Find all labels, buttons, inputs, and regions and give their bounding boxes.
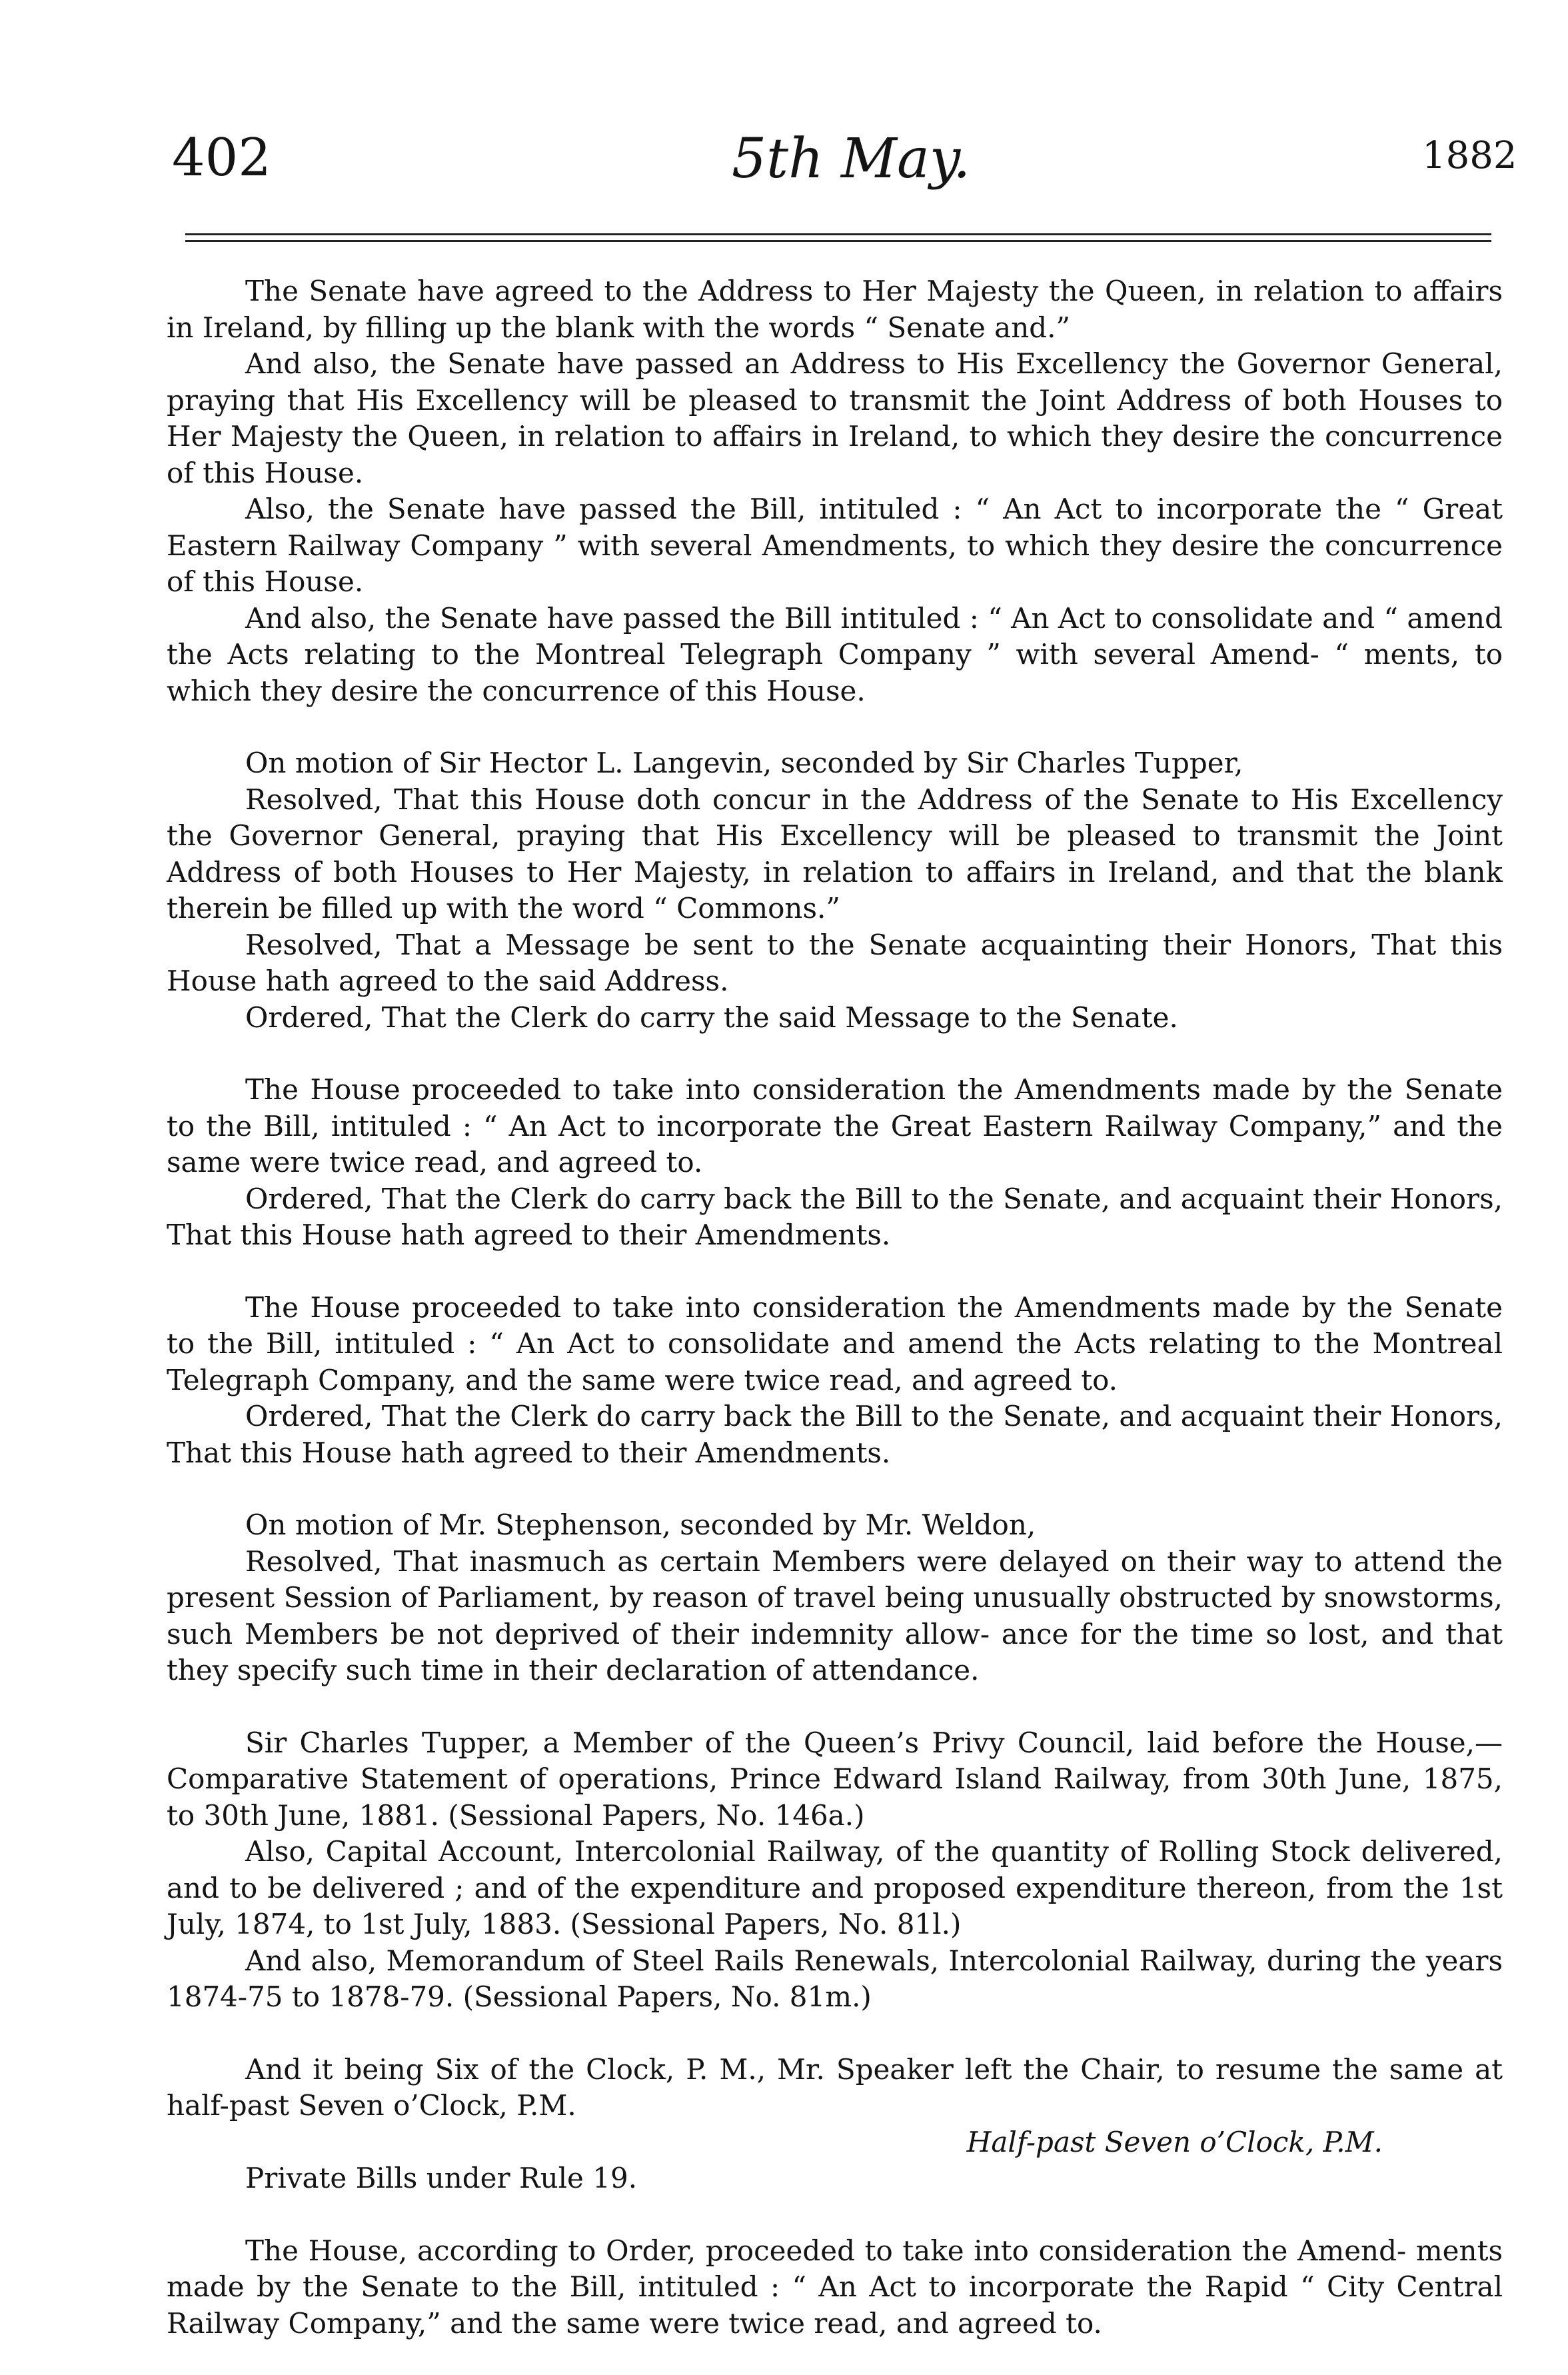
paragraph: Also, the Senate have passed the Bill, intituled : “ An Act to incorporate the “ Great Eastern Railway Company ” with several Amendments, to which they desire the concurrence of this House. [167,493,1503,598]
paragraph: And also, the Senate have passed the Bill intituled : “ An Act to consolidate and “ amend the Acts relating to the Montreal Telegraph Company ” with several Amend- “ ments, to which they desire the concurrence of this House. [167,601,1503,707]
paragraph: Ordered, That the Clerk do carry back the Bill to the Senate, and acquaint their Honors, That this House hath agreed to their Amendments. [167,1400,1503,1469]
paragraph: On motion of Sir Hector L. Langevin, seconded by Sir Charles Tupper, [245,747,1243,779]
paragraph: Sir Charles Tupper, a Member of the Queen’s Privy Council, laid before the House,—Comparative Statement of operations, Prince Edward Island Railway, from 30th June, 1875, to 30th June, 1881. (Sessional Papers, No. 146a.) [167,1726,1503,1832]
document-body [167,273,1503,2342]
paragraph: And also, Memorandum of Steel Rails Renewals, Intercolonial Railway, during the years 1874-75 to 1878-79. (Sessional Papers, No. 81m.) [167,1944,1503,2013]
paragraph: The Senate have agreed to the Address to Her Majesty the Queen, in relation to affairs in Ireland, by filling up the blank with the words “ Senate and.” [167,275,1503,344]
paragraph: The House proceeded to take into consideration the Amendments made by the Senate to the Bill, intituled : “ An Act to incorporate the Great Eastern Railway Company,” and the same were twice read, and agreed to. [167,1073,1503,1179]
header-rule-top [185,233,1491,235]
paragraph: On motion of Mr. Stephenson, seconded by Mr. Weldon, [245,1508,1036,1541]
time-heading: Half-past Seven o’Clock, P.M. [966,2125,1383,2158]
paragraph: Resolved, That inasmuch as certain Members were delayed on their way to attend the present Session of Parliament, by reason of travel being unusually obstructed by snowstorms, such Members be not deprived of their indemnity allow- ance for the time so lost, and that they specify such time in their declaration of attendance. [167,1544,1503,1686]
paragraph: Ordered, That the Clerk do carry the said Message to the Senate. [245,1001,1178,1034]
paragraph: Resolved, That this House doth concur in the Address of the Senate to His Excellency the Governor General, praying that His Excellency will be pleased to transmit the Joint Address of both Houses to Her Majesty, in relation to affairs in Ireland, and that the blank therein be filled up with the word “ Commons.” [167,783,1503,925]
paragraph: The House, according to Order, proceeded to take into consideration the Amend- ments made by the Senate to the Bill, intituled : “ An Act to incorporate the Rapid “ City Central Railway Company,” and the same were twice read, and agreed to. [167,2234,1503,2340]
page-header [0,120,1568,200]
paragraph: The House proceeded to take into consideration the Amendments made by the Senate to the Bill, intituled : “ An Act to consolidate and amend the Acts relating to the Montreal Telegraph Company, and the same were twice read, and agreed to. [167,1290,1503,1396]
section-heading: Private Bills under Rule 19. [245,2162,638,2194]
paragraph: And also, the Senate have passed an Address to His Excellency the Governor General, praying that His Excellency will be pleased to transmit the Joint Address of both Houses to Her Majesty the Queen, in relation to affairs in Ireland, to which they desire the concurrence of this House. [167,347,1503,489]
page-number: 402 [172,128,271,188]
year: 1882 [1422,134,1517,177]
paragraph: Resolved, That a Message be sent to the Senate acquainting their Honors, That this House hath agreed to the said Address. [167,928,1503,997]
paragraph: Also, Capital Account, Intercolonial Railway, of the quantity of Rolling Stock delivered, and to be delivered ; and of the expenditure and proposed expenditure thereon, from the 1st July, 1874, to 1st July, 1883. (Sessional Papers, No. 81l.) [167,1835,1503,1940]
date-title: 5th May. [732,127,971,191]
header-rule-bottom [185,240,1491,242]
paragraph: Ordered, That the Clerk do carry back the Bill to the Senate, and acquaint their Honors, That this House hath agreed to their Amendments. [167,1182,1503,1251]
paragraph: And it being Six of the Clock, P. M., Mr. Speaker left the Chair, to resume the same at half-past Seven o’Clock, P.M. [167,2052,1503,2122]
